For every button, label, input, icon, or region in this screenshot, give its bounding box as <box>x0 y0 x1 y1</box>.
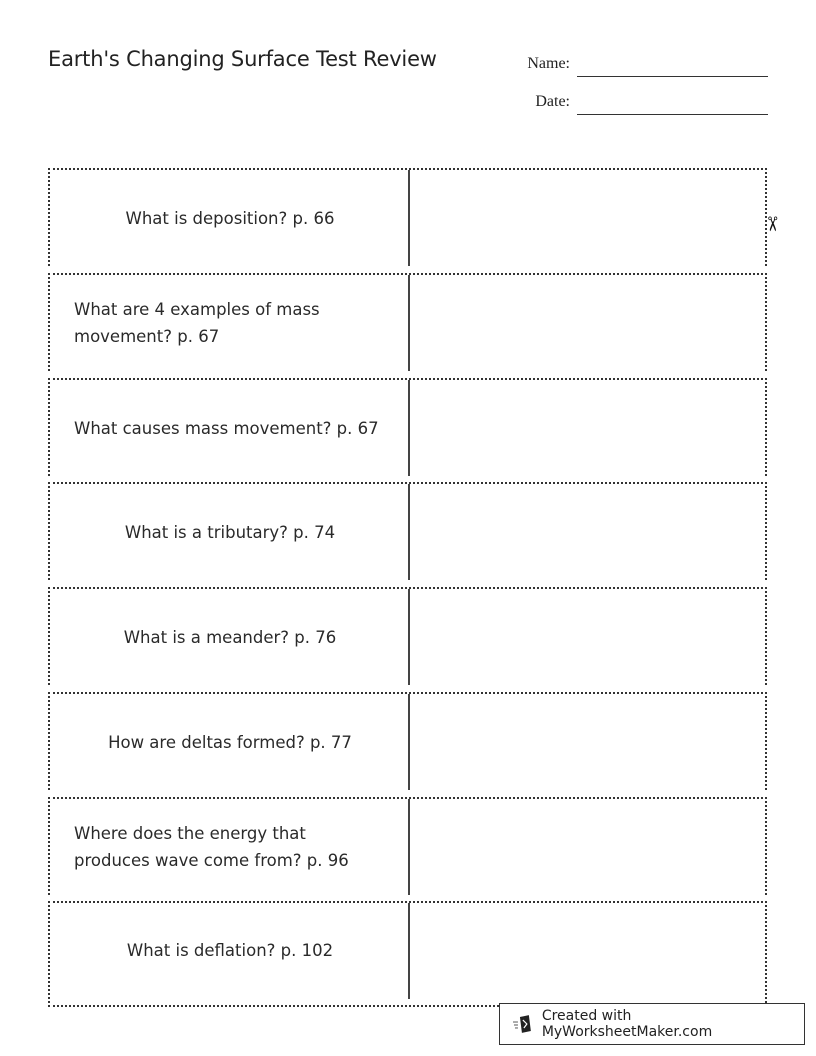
scissors-icon: ✂ <box>760 215 785 233</box>
credit-text: Created with MyWorksheetMaker.com <box>541 1008 713 1040</box>
flashcard <box>48 273 767 371</box>
fold-divider <box>408 903 410 999</box>
flashcard <box>48 378 767 476</box>
date-field-line[interactable] <box>577 114 768 115</box>
flashcard <box>48 692 767 790</box>
fold-divider <box>408 170 410 266</box>
fold-divider <box>408 694 410 790</box>
fold-divider <box>408 589 410 685</box>
flashcard <box>48 168 767 266</box>
fold-divider <box>408 799 410 895</box>
flashcard <box>48 587 767 685</box>
question-text: What is deflation? p. 102 <box>126 940 334 960</box>
question-text: How are deltas formed? p. 77 <box>108 732 352 752</box>
date-label: Date: <box>535 93 570 110</box>
question-text: What causes mass movement? p. 67 <box>74 418 379 438</box>
worksheet-maker-logo-icon <box>512 1014 534 1034</box>
name-label: Name: <box>527 55 570 72</box>
credit-badge[interactable] <box>499 1003 805 1045</box>
fold-divider <box>408 275 410 371</box>
question-text: What is a tributary? p. 74 <box>124 522 336 542</box>
question-text: What are 4 examples of mass movement? p. 67 <box>74 300 320 346</box>
fold-divider <box>408 380 410 476</box>
flashcard <box>48 901 767 1007</box>
name-field-line[interactable] <box>577 76 768 77</box>
question-text: What is deposition? p. 66 <box>125 208 335 228</box>
flashcard <box>48 482 767 580</box>
flashcard <box>48 797 767 895</box>
fold-divider <box>408 484 410 580</box>
question-text: What is a meander? p. 76 <box>123 627 337 647</box>
worksheet-title: Earth's Changing Surface Test Review <box>48 47 437 71</box>
question-text: Where does the energy that produces wave come from? p. 96 <box>74 824 349 870</box>
